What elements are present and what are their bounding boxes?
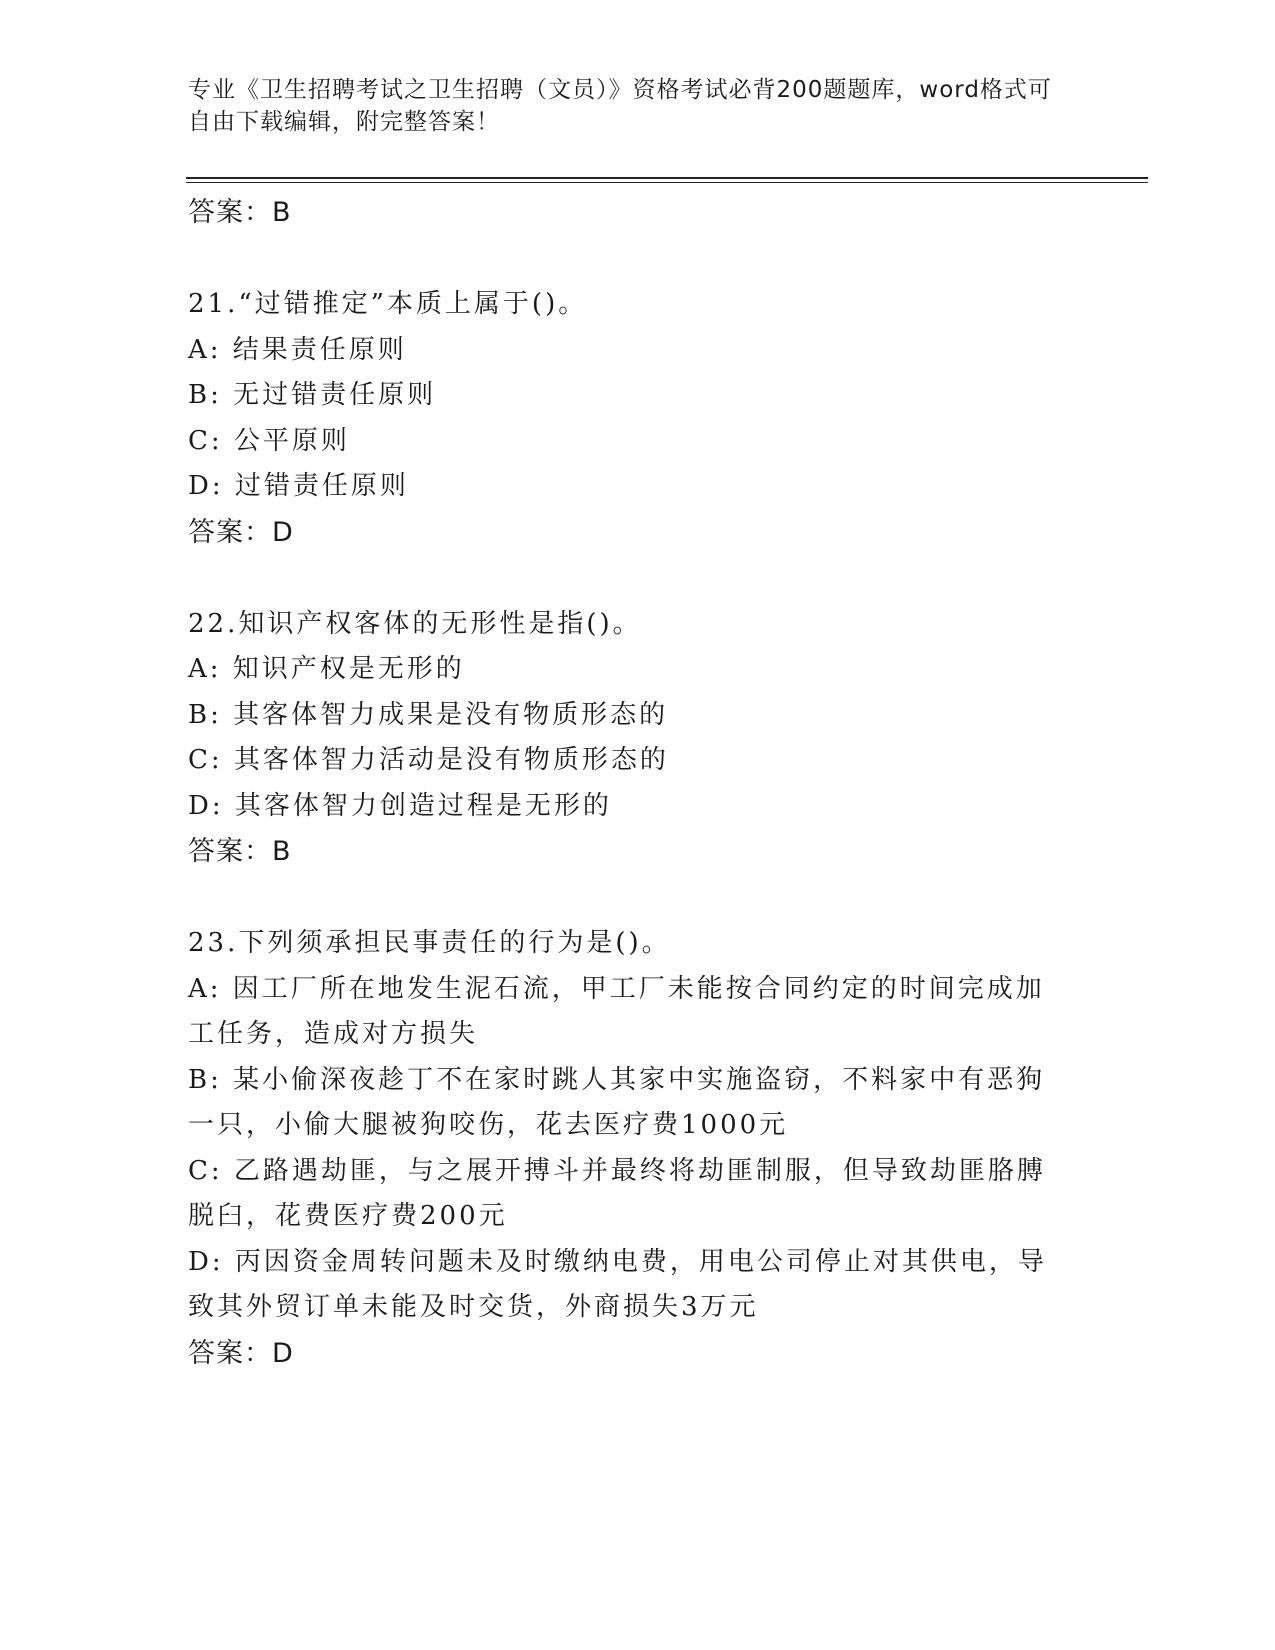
option-c: C: 乙路遇劫匪，与之展开搏斗并最终将劫匪制服，但导致劫匪胳膊脱臼，花费医疗费200元 <box>188 1155 1046 1231</box>
question-stem: 21.“过错推定”本质上属于()。 <box>188 289 588 319</box>
option-a: A: 结果责任原则 <box>188 334 407 365</box>
document-body <box>188 190 1068 1376</box>
option-b: B: 某小偷深夜趁丁不在家时跳人其家中实施盗窃，不料家中有恶狗一只，小偷大腿被狗咬伤，花去医疗费1000元 <box>188 1064 1046 1140</box>
answer-label: 答案：D <box>188 1337 294 1369</box>
option-d: D: 丙因资金周转问题未及时缴纳电费，用电公司停止对其供电，导致其外贸订单未能及时交货，外商损失3万元 <box>188 1246 1047 1322</box>
question-stem: 23.下列须承担民事责任的行为是()。 <box>188 928 671 958</box>
answer-label: 答案：B <box>188 836 292 867</box>
header-text: 专业《卫生招聘考试之卫生招聘（文员）》资格考试必背200题题库，word格式可自由下载编辑，附完整答案！ <box>188 77 1052 135</box>
question-stem: 22.知识产权客体的无形性是指()。 <box>188 608 642 639</box>
document-header <box>188 74 1068 138</box>
question-22 <box>188 602 1068 875</box>
option-d: D: 过错责任原则 <box>188 471 409 501</box>
question-23 <box>188 921 1068 1376</box>
question-21 <box>188 282 1068 555</box>
option-c: C: 公平原则 <box>188 425 350 456</box>
answer-label: 答案：D <box>188 516 294 548</box>
previous-answer: 答案：B <box>188 197 292 228</box>
option-c: C: 其客体智力活动是没有物质形态的 <box>188 745 669 775</box>
option-a: A: 因工厂所在地发生泥石流，甲工厂未能按合同约定的时间完成加工任务，造成对方损失 <box>188 973 1045 1049</box>
header-divider-thin <box>186 182 1148 183</box>
option-d: D: 其客体智力创造过程是无形的 <box>188 790 612 821</box>
option-a: A: 知识产权是无形的 <box>188 654 465 684</box>
option-b: B: 其客体智力成果是没有物质形态的 <box>188 699 669 730</box>
option-b: B: 无过错责任原则 <box>188 380 437 410</box>
header-divider-thick <box>186 177 1148 179</box>
